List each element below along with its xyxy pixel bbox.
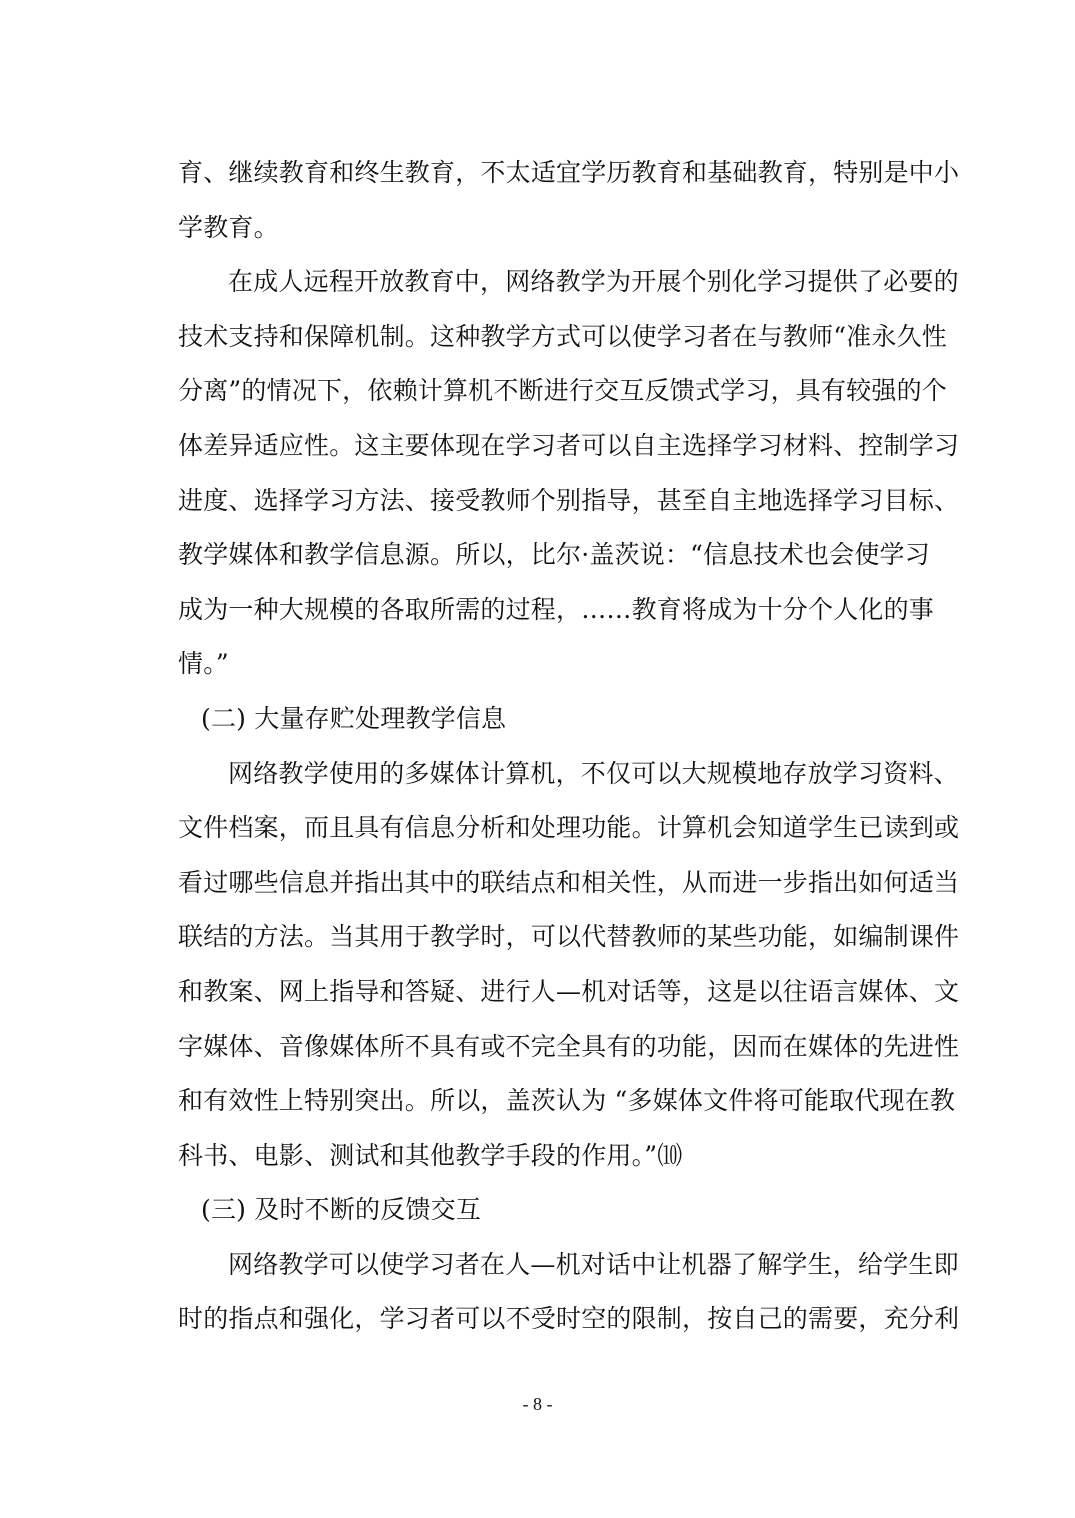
- paragraph-line: 进度、选择学习方法、接受教师个别指导，甚至自主地选择学习目标、: [178, 485, 960, 515]
- section-heading: (三) 及时不断的反馈交互: [201, 1195, 482, 1225]
- paragraph-line: 字媒体、音像媒体所不具有或不完全具有的功能，因而在媒体的先进性: [178, 1031, 960, 1061]
- paragraph-line: 看过哪些信息并指出其中的联结点和相关性，从而进一步指出如何适当: [178, 867, 960, 897]
- body-text: [178, 146, 968, 1347]
- paragraph-line: 学教育。: [178, 212, 279, 242]
- section-heading: (二) 大量存贮处理教学信息: [201, 703, 507, 733]
- paragraph-line: 育、继续教育和终生教育，不太适宜学历教育和基础教育，特别是中小: [178, 158, 960, 187]
- paragraph-line: 联结的方法。当其用于教学时，可以代替教师的某些功能，如编制课件: [178, 922, 960, 952]
- paragraph-line: 体差异适应性。这主要体现在学习者可以自主选择学习材料、控制学习: [178, 430, 960, 460]
- paragraph-line: 成为一种大规模的各取所需的过程，……教育将成为十分个人化的事: [178, 594, 935, 624]
- paragraph-line: 在成人远程开放教育中，网络教学为开展个别化学习提供了必要的: [228, 267, 959, 297]
- paragraph-line: 情。”: [178, 649, 229, 679]
- paragraph-line: 科书、电影、测试和其他教学手段的作用。”⑽: [178, 1140, 683, 1170]
- page-number: - 8 -: [522, 1394, 553, 1414]
- paragraph-line: 分离”的情况下，依赖计算机不断进行交互反馈式学习，具有较强的个: [178, 376, 947, 406]
- paragraph-line: 网络教学可以使学习者在人—机对话中让机器了解学生，给学生即: [228, 1249, 959, 1279]
- paragraph-line: 和教案、网上指导和答疑、进行人—机对话等，这是以往语言媒体、文: [178, 976, 960, 1006]
- paragraph-line: 教学媒体和教学信息源。所以，比尔·盖茨说：“信息技术也会使学习: [178, 540, 930, 570]
- paragraph-line: 网络教学使用的多媒体计算机，不仅可以大规模地存放学习资料、: [228, 758, 959, 788]
- paragraph-line: 文件档案，而且具有信息分析和处理功能。计算机会知道学生已读到或: [178, 813, 960, 843]
- paragraph-line: 技术支持和保障机制。这种教学方式可以使学习者在与教师“准永久性: [178, 321, 947, 351]
- paragraph-line: 时的指点和强化，学习者可以不受时空的限制，按自己的需要，充分利: [178, 1304, 960, 1334]
- paragraph-line: 和有效性上特别突出。所以，盖茨认为 “多媒体文件将可能取代现在教: [178, 1086, 956, 1116]
